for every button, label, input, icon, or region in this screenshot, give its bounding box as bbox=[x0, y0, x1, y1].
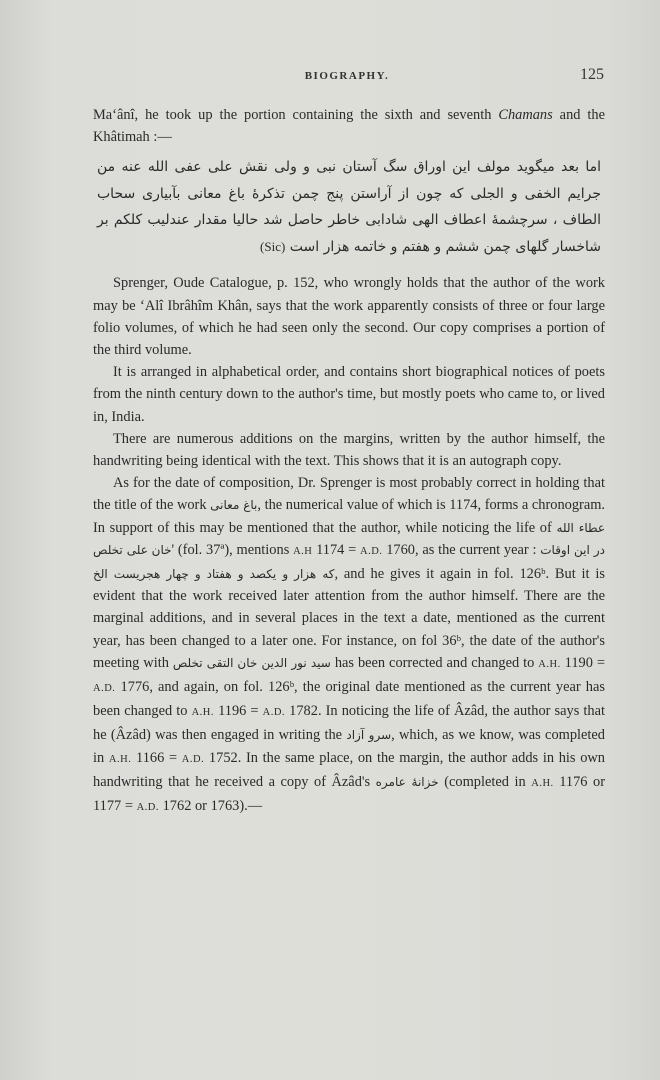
era-abbrev: A.D. bbox=[262, 707, 286, 719]
page-header bbox=[90, 66, 604, 90]
persian-takhallus-taqi: التقی تخلص bbox=[172, 655, 234, 670]
intro-text-2: and the Khâtimah :— bbox=[93, 107, 605, 146]
era-abbrev: A.H bbox=[293, 545, 313, 557]
text-span: has been corrected and changed to bbox=[334, 654, 535, 671]
paragraph-arrangement: It is arranged in alphabetical order, and contains short biographical notices of poets from the ninth century down to the author's time, but mostly poets who came to, or lived in, India. bbox=[93, 364, 605, 425]
era-abbrev: A.H. bbox=[191, 707, 214, 719]
text-span: , and he gives it again in fol. 126ᵇ. But it is evident that the work received later attention from the author himself. There are the marginal additions, and in several places in the text a date, mentioned as the current year, has been changed to a later one. For instance, on fol 36ᵇ, the date of the author's meeting with bbox=[93, 566, 605, 671]
persian-title-sarv-azad: سرو آزاد bbox=[346, 728, 392, 743]
text-span: 1776, and again, on fol. 126ᵇ, the original date mentioned as the current year has been changed to bbox=[93, 679, 605, 720]
era-abbrev: A.D. bbox=[136, 802, 159, 814]
text-span: ' (fol. 37ª), mentions bbox=[171, 541, 290, 558]
text-span: , which, as we know, was completed in bbox=[93, 727, 605, 766]
text-span: As for the date of composition, Dr. Sprenger is most probably correct in holding that the title of the work bbox=[93, 475, 605, 514]
persian-line-5: و هفتم و خاتمه هزار است bbox=[289, 238, 442, 255]
text-span: (completed in bbox=[444, 773, 526, 790]
sic-marker: (Sic) bbox=[260, 238, 286, 254]
persian-line-3: تذکرهٔ باغ معانی بآبیاری سحاب الطاف ، سرچشمهٔ اعطاف الهی شادابی bbox=[97, 185, 602, 229]
persian-title-khizana: خزانهٔ عامره bbox=[375, 774, 439, 789]
persian-line-1: اما بعد میگوید مولف این اوراق سگ آستان نبی و ولی نقش علی bbox=[207, 159, 602, 176]
era-abbrev: A.H. bbox=[108, 753, 132, 765]
persian-quote bbox=[93, 154, 605, 260]
text-span: , the numerical value of which is 1174, forms a chronogram. In support of this may be mentioned that the author, while noticing the life of bbox=[93, 497, 605, 536]
era-abbrev: A.D. bbox=[93, 683, 116, 695]
chamans-word: Chamans bbox=[498, 107, 553, 123]
text-span: 1762 or 1763).— bbox=[162, 798, 263, 815]
persian-takhallus-ali: علی تخلص bbox=[93, 542, 148, 557]
text-span: 1752. In the same place, on the margin, the author adds in his own handwriting that he received a copy of Âzâd's bbox=[93, 749, 605, 790]
persian-name-ataullah: عطاء الله خان bbox=[151, 520, 605, 557]
text-span: 1166 = bbox=[136, 749, 178, 766]
text-span: 1782. In noticing the life of Âzâd, the author says that he (Âzâd) was then engaged in writing the bbox=[93, 703, 605, 744]
persian-name-nuruddin: سید نور الدین خان bbox=[237, 655, 331, 670]
body-text bbox=[93, 104, 605, 819]
text-span: 1196 = bbox=[218, 703, 259, 720]
running-head: BIOGRAPHY. bbox=[304, 70, 390, 82]
paragraph-date-composition bbox=[93, 472, 605, 819]
page-number: 125 bbox=[580, 66, 604, 83]
intro-text-1: Ma‘ânî, he took up the portion containing the sixth and seventh bbox=[93, 107, 492, 123]
text-span: 1760, as the current year : bbox=[386, 541, 537, 558]
paragraph-sprenger: Sprenger, Oude Catalogue, p. 152, who wrongly holds that the author of the work may be ‘Alî Ibrâhîm Khân, says that the work apparently consists of three or four large folio volumes, of which he had seen only the second. Our copy comprises a portion of the third volume. bbox=[93, 275, 605, 359]
persian-title-bagh-maani: باغ معانی bbox=[210, 498, 258, 513]
persian-line-4: خاطر حاصل شد حالیا مقدار عندلیب کلکم بر شاخسار گلهای چمن ششم bbox=[97, 212, 601, 255]
era-abbrev: A.D. bbox=[360, 545, 383, 557]
persian-line-2: عفی الله عنه من جرایم الخفی و الجلی که چون از آراستن پنج چمن bbox=[97, 159, 601, 202]
persian-current-year-quote: در این اوقات که هزار و یکصد و هفتاد و چهار هجریست الخ bbox=[93, 542, 605, 582]
text-span: 1174 = bbox=[316, 541, 357, 558]
text-span: 1190 = bbox=[564, 654, 605, 671]
era-abbrev: A.H. bbox=[538, 658, 561, 670]
text-span: 1176 or 1177 = bbox=[93, 773, 605, 815]
era-abbrev: A.D. bbox=[181, 753, 205, 765]
era-abbrev: A.H. bbox=[531, 777, 554, 789]
paragraph-additions: There are numerous additions on the margins, written by the author himself, the handwriting being identical with the text. This shows that it is an autograph copy. bbox=[93, 430, 605, 470]
intro-line bbox=[93, 104, 605, 148]
